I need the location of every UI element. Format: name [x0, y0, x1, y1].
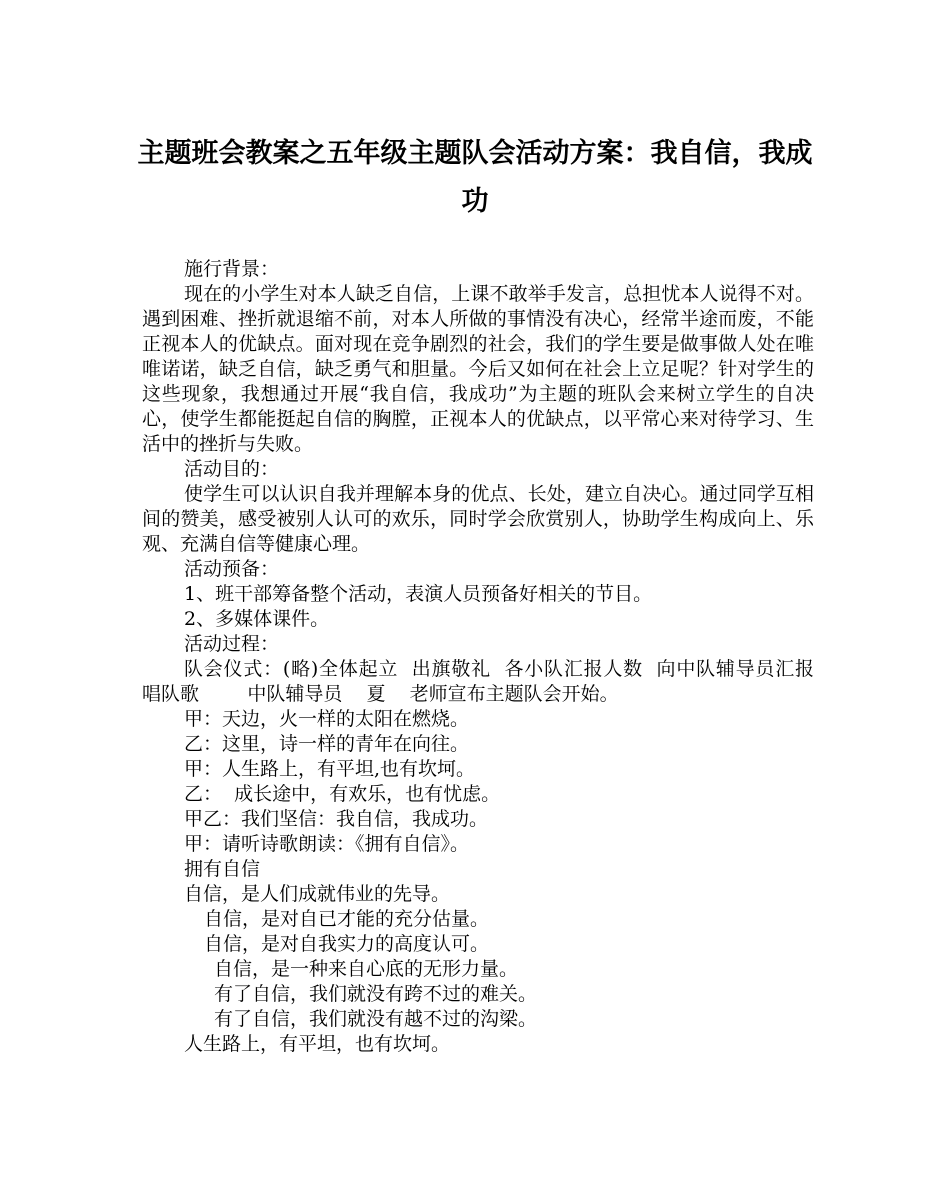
dialogue-line: 乙：这里，诗一样的青年在向往。 [184, 733, 470, 755]
section-label-background: 施行背景： [184, 258, 280, 280]
poem-line: 自信，是人们成就伟业的先导。 [184, 883, 451, 905]
section-label-prep: 活动预备： [184, 558, 280, 580]
background-paragraph: 现在的小学生对本人缺乏自信，上课不敢举手发言，总担忧本人说得不对。遇到困难、挫折就退缩不前，对本人所做的事情没有决心，经常半途而废，不能正视本人的优缺点。面对现在竞争剧烈的社会，我们的学生要是做事做人处在唯唯诺诺，缺乏自信，缺乏勇气和胆量。今后又如何在社会上立足呢？针对学生的这些现象，我想通过开展“我自信，我成功”为主题的班队会来树立学生的自决心，使学生都能挺起自信的胸膛，正视本人的优缺点，以平常心来对待学习、生活中的挫折与失败。 [142, 283, 814, 455]
prep-item: 1、班干部筹备整个活动，表演人员预备好相关的节目。 [184, 583, 653, 605]
poem-line: 有了自信，我们就没有越不过的沟梁。 [214, 1008, 538, 1030]
dialogue-line: 乙： 成长途中，有欢乐，也有忧虑。 [184, 783, 501, 805]
poem-line: 自信，是对自我实力的高度认可。 [204, 933, 490, 955]
poem-title: 拥有自信 [184, 858, 261, 880]
document-title: 主题班会教案之五年级主题队会活动方案：我自信，我成功 [137, 138, 813, 217]
poem-line: 有了自信，我们就没有跨不过的难关。 [214, 983, 538, 1005]
poem-line: 自信，是一种来自心底的无形力量。 [214, 958, 519, 980]
poem-line: 自信，是对自已才能的充分估量。 [204, 908, 490, 930]
dialogue-line: 甲乙：我们坚信：我自信，我成功。 [184, 808, 489, 830]
document-body [142, 257, 827, 1057]
dialogue-line: 甲：天边，火一样的太阳在燃烧。 [184, 708, 470, 730]
goal-paragraph: 使学生可以认识自我并理解本身的优点、长处，建立自决心。通过同学互相间的赞美，感受被别人认可的欢乐，同时学会欣赏别人，协助学生构成向上、乐观、充满自信等健康心理。 [142, 483, 814, 555]
dialogue-line: 甲：请听诗歌朗读：《拥有自信》。 [184, 833, 470, 855]
dialogue-line: 甲：人生路上，有平坦,也有坎坷。 [184, 758, 476, 780]
poem-line: 人生路上，有平坦，也有坎坷。 [184, 1033, 451, 1055]
section-label-goal: 活动目的： [184, 458, 280, 480]
ceremony-paragraph: 队会仪式：(略)全体起立 出旗敬礼 各小队汇报人数 向中队辅导员汇报 唱队歌 中队辅导员 夏 老师宣布主题队会开始。 [142, 658, 827, 705]
prep-item: 2、多媒体课件。 [184, 608, 330, 630]
section-label-process: 活动过程： [184, 633, 280, 655]
